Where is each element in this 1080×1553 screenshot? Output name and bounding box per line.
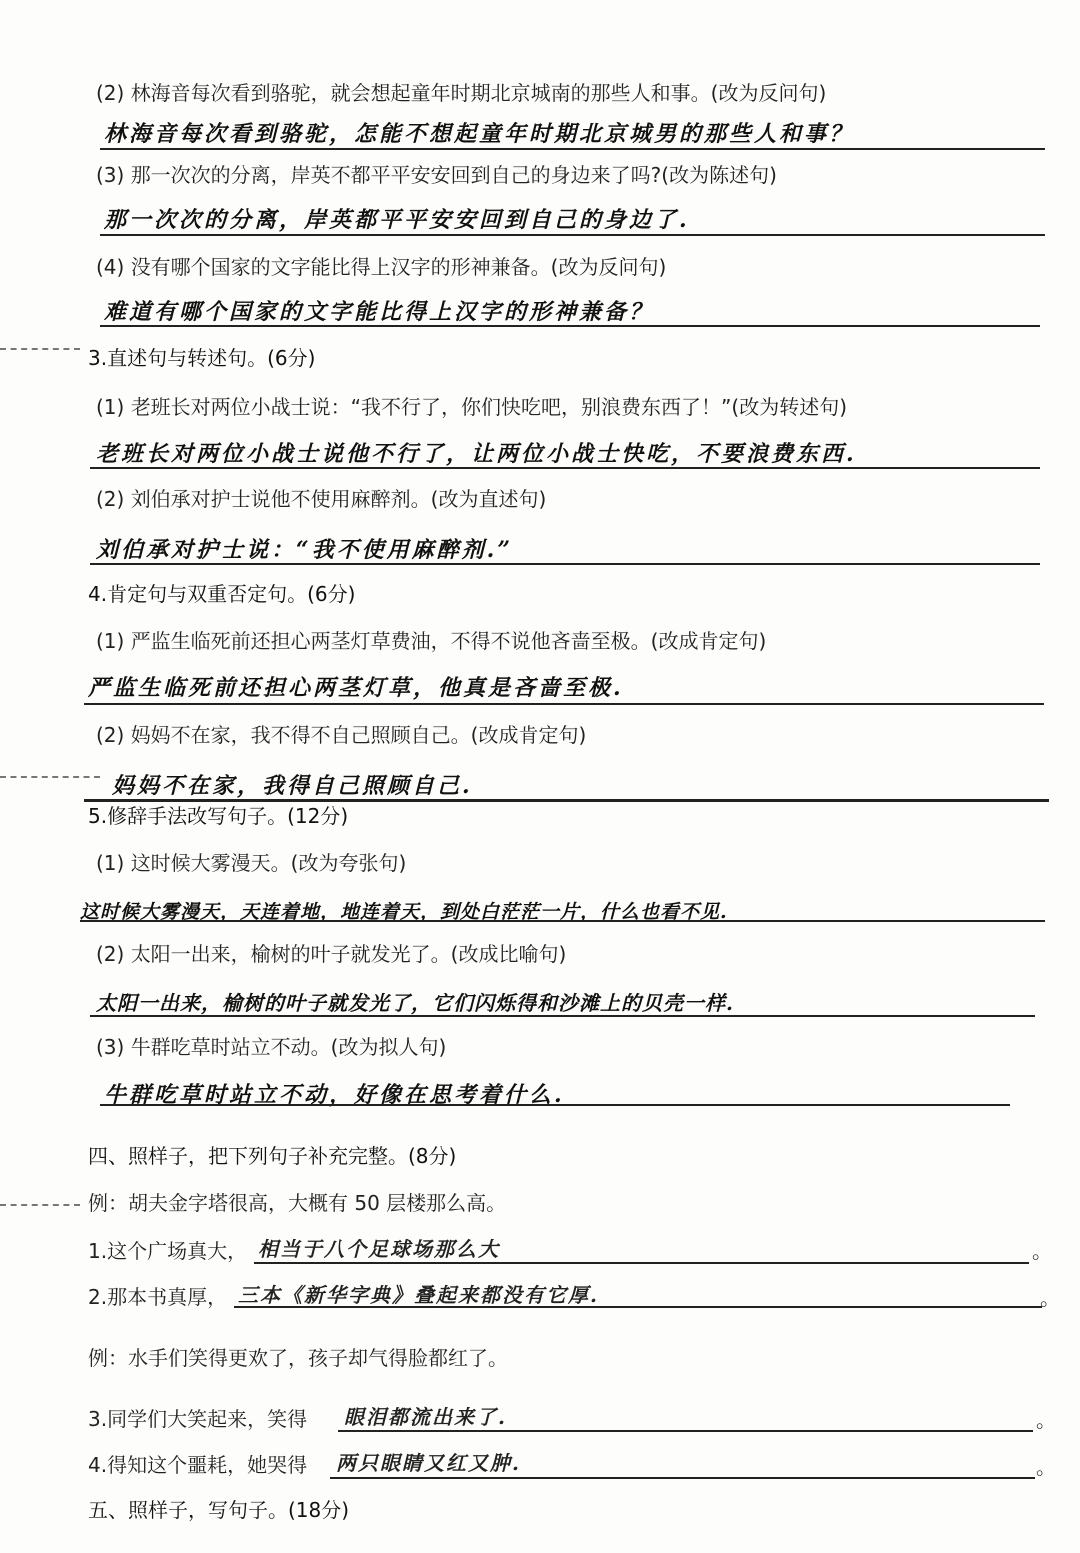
question-5-3: (3) 牛群吃草时站立不动。(改为拟人句) (96, 1035, 447, 1059)
answer-line (90, 563, 1040, 565)
item-4-3-prompt: 3.同学们大笑起来，笑得 (88, 1407, 308, 1431)
question-5-2: (2) 太阳一出来，榆树的叶子就发光了。(改成比喻句) (96, 942, 567, 966)
answer-2-3: 那一次次的分离，岸英都平平安安回到自己的身边了. (104, 207, 690, 233)
answer-2-2: 林海音每次看到骆驼，怎能不想起童年时期北京城男的那些人和事？ (104, 121, 855, 147)
answer-4-1: 严监生临死前还担心两茎灯草，他真是吝啬至极. (88, 675, 624, 701)
answer-line (90, 1015, 1035, 1017)
fill-line (254, 1262, 1029, 1264)
answer-5-3: 牛群吃草时站立不动，好像在思考着什么. (104, 1082, 565, 1108)
period: 。 (1036, 1455, 1056, 1479)
answer-line (100, 1104, 1010, 1106)
scan-margin-mark (0, 776, 100, 778)
question-3-2: (2) 刘伯承对护士说他不使用麻醉剂。(改为直述句) (96, 487, 547, 511)
item-4-4-prompt: 4.得知这个噩耗，她哭得 (88, 1453, 308, 1477)
scan-margin-mark (0, 348, 80, 350)
example-2: 例：水手们笑得更欢了，孩子却气得脸都红了。 (88, 1346, 508, 1370)
answer-line (80, 920, 1045, 922)
answer-line (84, 799, 1049, 802)
period: 。 (1036, 1408, 1056, 1432)
answer-3-1: 老班长对两位小战士说他不行了，让两位小战士快吃，不要浪费东西. (96, 441, 857, 467)
item-4-2-answer: 三本《新华字典》叠起来都没有它厚. (238, 1283, 599, 1307)
question-2-4: (4) 没有哪个国家的文字能比得上汉字的形神兼备。(改为反问句) (96, 255, 667, 279)
answer-line (100, 234, 1045, 236)
scan-margin-mark (0, 1204, 80, 1206)
answer-4-2: 妈妈不在家，我得自己照顾自己. (112, 773, 473, 799)
item-4-3-answer: 眼泪都流出来了. (344, 1405, 507, 1429)
fill-line (234, 1306, 1042, 1308)
question-4-2: (2) 妈妈不在家，我不得不自己照顾自己。(改成肯定句) (96, 723, 587, 747)
item-4-1-prompt: 1.这个广场真大， (88, 1239, 248, 1263)
period: 。 (1040, 1286, 1060, 1310)
item-4-1-answer: 相当于八个足球场那么大 (258, 1237, 500, 1261)
answer-2-4: 难道有哪个国家的文字能比得上汉字的形神兼备？ (104, 299, 655, 325)
question-5-1: (1) 这时候大雾漫天。(改为夸张句) (96, 851, 407, 875)
question-3-1: (1) 老班长对两位小战士说：“我不行了，你们快吃吧，别浪费东西了！”(改为转述句) (96, 395, 848, 419)
answer-line (90, 467, 1040, 469)
question-2-3: (3) 那一次次的分离，岸英不都平平安安回到自己的身边来了吗?(改为陈述句) (96, 163, 777, 187)
answer-5-1: 这时候大雾漫天，天连着地，地连着天，到处白茫茫一片，什么也看不见. (80, 901, 728, 923)
answer-3-2: 刘伯承对护士说：“我不使用麻醉剂.” (96, 537, 513, 563)
period: 。 (1032, 1239, 1052, 1263)
part-5-title: 五、照样子，写句子。(18分) (88, 1498, 350, 1522)
item-4-4-answer: 两只眼睛又红又肿. (336, 1451, 521, 1475)
answer-line (100, 325, 1040, 327)
part-4-title: 四、照样子，把下列句子补充完整。(8分) (88, 1144, 457, 1168)
fill-line (330, 1477, 1035, 1479)
example-1: 例：胡夫金字塔很高，大概有 50 层楼那么高。 (88, 1191, 507, 1215)
section-4-title: 4.肯定句与双重否定句。(6分) (88, 582, 356, 606)
question-4-1: (1) 严监生临死前还担心两茎灯草费油，不得不说他吝啬至极。(改成肯定句) (96, 629, 767, 653)
answer-line (100, 148, 1045, 150)
item-4-2-prompt: 2.那本书真厚， (88, 1285, 228, 1309)
section-3-title: 3.直述句与转述句。(6分) (88, 346, 316, 370)
answer-line (84, 703, 1044, 705)
question-2-2: (2) 林海音每次看到骆驼，就会想起童年时期北京城南的那些人和事。(改为反问句) (96, 81, 827, 105)
answer-5-2: 太阳一出来，榆树的叶子就发光了，它们闪烁得和沙滩上的贝壳一样. (96, 991, 734, 1015)
section-5-title: 5.修辞手法改写句子。(12分) (88, 804, 349, 828)
fill-line (338, 1430, 1033, 1432)
